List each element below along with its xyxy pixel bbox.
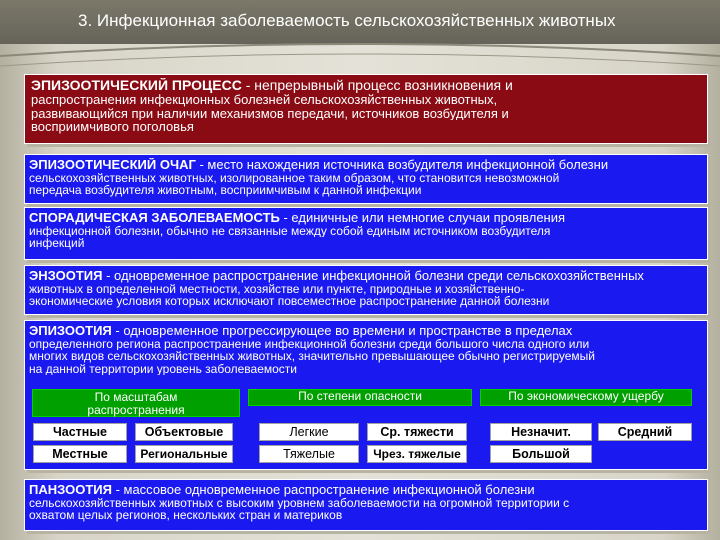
scale-item: Частные: [33, 423, 127, 441]
definition-line: охватом целых регионов, нескольких стран и материков: [29, 509, 343, 522]
page-title: 3. Инфекционная заболеваемость сельскохозяйственных животных: [78, 11, 616, 30]
danger-item: Тяжелые: [259, 445, 359, 463]
definition-line: животных в определенной местности, хозяйстве или пункте, природные и хозяйственно-: [29, 282, 525, 296]
definition-line: определенного региона распространение инфекционной болезни среди большого числа одного или: [29, 337, 590, 351]
term: ЭНЗООТИЯ: [29, 269, 103, 283]
damage-item: Незначит.: [490, 423, 592, 441]
definition-line: - одновременное прогрессирующее во времени и пространстве в пределах: [111, 324, 573, 338]
definition-line: передача возбудителя животным, восприимчивым к данной инфекции: [29, 184, 422, 197]
definition-line: - непрерывный процесс возникновения и: [241, 78, 513, 93]
definition-line: экономические условия которых исключают повсеместное распространение данной болезни: [29, 295, 550, 308]
definition-line: восприимчивого поголовья: [31, 120, 194, 134]
definition-line: - одновременное распространение инфекционной болезни среди сельскохозяйственных: [102, 269, 644, 283]
term: ПАНЗООТИЯ: [29, 483, 112, 497]
scale-item: Объектовые: [135, 423, 233, 441]
definition-line: развивающийся при наличии механизмов передачи, источников возбудителя и: [31, 106, 509, 120]
scale-item: Региональные: [135, 445, 233, 463]
term: СПОРАДИЧЕСКАЯ ЗАБОЛЕВАЕМОСТЬ: [29, 211, 280, 225]
definition-line: сельскохозяйственных животных, изолированное таким образом, что становится невозможной: [29, 171, 560, 185]
definition-line: на данной территории уровень заболеваемости: [29, 362, 297, 376]
definition-line: сельскохозяйственных животных с высоким уровнем заболеваемости на огромной территории с: [29, 496, 570, 510]
term: ЭПИЗООТИЧЕСКИЙ ОЧАГ: [29, 158, 196, 172]
scale-item: Местные: [33, 445, 127, 463]
danger-item: Чрез. тяжелые: [367, 445, 467, 463]
danger-header: По степени опасности: [248, 389, 472, 406]
danger-item: Ср. тяжести: [367, 423, 467, 441]
danger-item: Легкие: [259, 423, 359, 441]
scale-header: По масштабам распространения: [32, 389, 240, 417]
definition-box-epizootic-focus: [24, 154, 708, 204]
damage-item: Большой: [490, 445, 592, 463]
definition-box-sporadic: [24, 207, 708, 260]
definition-line: - массовое одновременное распространение инфекционной болезни: [111, 483, 535, 497]
definition-line: инфекционной болезни, обычно не связанные между собой единым источником возбудителя: [29, 224, 551, 238]
definition-line: - единичные или немногие случаи проявления: [279, 211, 566, 225]
term: ЭПИЗООТИЯ: [29, 324, 112, 338]
definition-line: многих видов сельскохозяйственных животных, значительно превышающее обычно регистрируемый: [29, 350, 596, 363]
definition-line: распространения инфекционных болезней сельскохозяйственных животных,: [31, 93, 498, 107]
damage-header: По экономическому ущербу: [480, 389, 692, 406]
damage-item: Средний: [598, 423, 692, 441]
definition-line: - место нахождения источника возбудителя инфекционной болезни: [195, 158, 609, 172]
definition-box-panzootic: [24, 479, 708, 531]
definition-box-epizootic-process: [24, 74, 708, 144]
definition-box-enzootic: [24, 265, 708, 315]
definition-line: инфекций: [29, 237, 85, 250]
term: ЭПИЗООТИЧЕСКИЙ ПРОЦЕСС: [31, 78, 242, 93]
